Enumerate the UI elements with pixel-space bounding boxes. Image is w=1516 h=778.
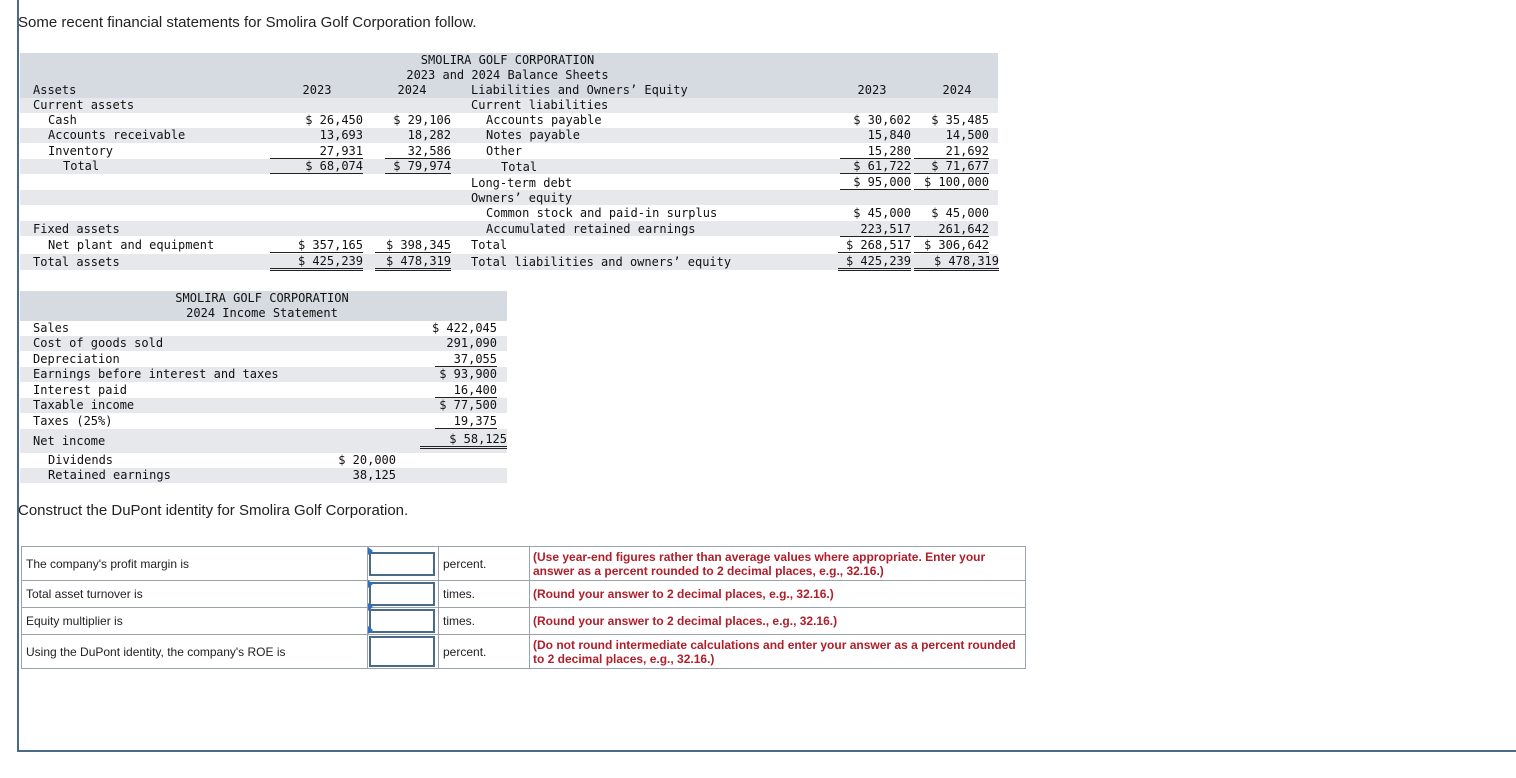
is-retained-label: Retained earnings <box>48 468 171 482</box>
inventory-label: Inventory <box>48 144 114 158</box>
other-2023: 15,280 <box>840 144 911 159</box>
inventory-2023: 27,931 <box>270 144 363 159</box>
unit-label: percent. <box>439 635 530 669</box>
npe-2024: $ 398,345 <box>375 238 451 253</box>
question-label: Equity multiplier is <box>22 608 368 635</box>
bs-year1-right: 2023 <box>857 83 887 97</box>
npe-label: Net plant and equipment <box>48 238 215 252</box>
cash-2024: $ 29,106 <box>393 113 451 127</box>
is-cogs-value: 291,090 <box>446 336 497 350</box>
ar-2024: 18,282 <box>407 128 451 142</box>
bs-year1: 2023 <box>302 83 332 97</box>
answer-row-profit-margin <box>22 547 1026 581</box>
ltd-2023: $ 95,000 <box>840 175 911 190</box>
instruction-note: (Round your answer to 2 decimal places., e.g., 32.16.) <box>530 608 1026 635</box>
re-2024: 261,642 <box>914 222 989 237</box>
equity-multiplier-input[interactable] <box>369 609 435 633</box>
profit-margin-input[interactable] <box>369 552 435 576</box>
is-company-text: SMOLIRA GOLF CORPORATION <box>175 291 349 305</box>
cs-label: Common stock and paid-in surplus <box>486 206 718 220</box>
ca-total-2024: $ 79,974 <box>385 159 451 174</box>
answer-cell <box>368 608 439 635</box>
oe-label: Owners’ equity <box>471 191 573 205</box>
answer-cell <box>368 581 439 608</box>
other-label: Other <box>486 144 523 158</box>
intro-text: Some recent financial statements for Smolira Golf Corporation follow. <box>18 14 477 31</box>
flag-marker-icon <box>368 603 373 611</box>
question-label: Total asset turnover is <box>22 581 368 608</box>
bs-company: SMOLIRA GOLF CORPORATION <box>420 53 595 67</box>
is-net-income-value: $ 58,125 <box>420 432 507 449</box>
instruction-note: (Do not round intermediate calculations and enter your answer as a percent rounded to 2 decimal places, e.g., 32.16.) <box>530 635 1026 669</box>
instruction-note: (Use year-end figures rather than average values where appropriate. Enter your answer as a percent rounded to 2 decimal places, e.g., 32.16.) <box>530 547 1026 581</box>
cs-2024: $ 45,000 <box>931 206 989 220</box>
is-dividends-label: Dividends <box>48 453 114 467</box>
is-dep-label: Depreciation <box>33 352 120 366</box>
is-taxable-label: Taxable income <box>33 398 135 412</box>
np-label: Notes payable <box>486 128 580 142</box>
ca-total-label: Total <box>63 159 100 173</box>
ap-label: Accounts payable <box>486 113 602 127</box>
answer-row-asset-turnover <box>22 581 1026 608</box>
flag-marker-icon <box>368 626 373 634</box>
unit-label: percent. <box>439 547 530 581</box>
oe-total-2024: $ 306,642 <box>914 238 989 253</box>
is-interest-value: 16,400 <box>435 383 497 398</box>
bs-year2-right: 2024 <box>942 83 972 97</box>
bs-title: 2023 and 2024 Balance Sheets <box>406 68 609 82</box>
answer-cell <box>368 635 439 669</box>
tloe-2024: $ 478,319 <box>914 254 999 271</box>
ltd-label: Long-term debt <box>471 176 573 190</box>
is-dep-value: 37,055 <box>435 352 497 367</box>
cash-label: Cash <box>48 113 77 127</box>
current-assets-label: Current assets <box>33 98 135 112</box>
is-net-income-label: Net income <box>33 434 106 448</box>
is-retained-value: 38,125 <box>352 468 396 482</box>
ltd-2024: $ 100,000 <box>914 175 989 190</box>
flag-marker-icon <box>368 547 373 555</box>
ar-2023: 13,693 <box>319 128 363 142</box>
current-liab-label: Current liabilities <box>471 98 609 112</box>
is-interest-label: Interest paid <box>33 383 127 397</box>
npe-2023: $ 357,165 <box>270 238 363 253</box>
oe-total-label: Total <box>471 238 508 252</box>
tloe-label: Total liabilities and owners’ equity <box>471 255 732 269</box>
is-ebit-value: $ 93,900 <box>439 367 497 381</box>
re-2023: 223,517 <box>840 222 911 237</box>
cs-2023: $ 45,000 <box>853 206 911 220</box>
is-sales-value: $ 422,045 <box>431 321 497 335</box>
cl-total-label: Total <box>501 160 538 174</box>
total-assets-label: Total assets <box>33 255 120 269</box>
answer-table <box>21 546 1026 669</box>
asset-turnover-input[interactable] <box>369 582 435 606</box>
answer-cell <box>368 547 439 581</box>
instruction-note: (Round your answer to 2 decimal places, e.g., 32.16.) <box>530 581 1026 608</box>
ca-total-2023: $ 68,074 <box>270 159 363 174</box>
inventory-2024: 32,586 <box>385 144 451 159</box>
answer-row-equity-multiplier <box>22 608 1026 635</box>
is-cogs-label: Cost of goods sold <box>33 336 164 350</box>
is-taxes-value: 19,375 <box>435 414 497 429</box>
answer-row-roe <box>22 635 1026 669</box>
cl-total-2024: $ 71,677 <box>914 159 989 174</box>
is-sales-label: Sales <box>33 321 70 335</box>
ap-2024: $ 35,485 <box>931 113 989 127</box>
np-2024: 14,500 <box>945 128 989 142</box>
is-taxes-label: Taxes (25%) <box>33 414 113 428</box>
np-2023: 15,840 <box>867 128 911 142</box>
total-assets-2024: $ 478,319 <box>375 254 451 271</box>
bs-year2: 2024 <box>397 83 427 97</box>
question-label: The company's profit margin is <box>22 547 368 581</box>
cash-2023: $ 26,450 <box>305 113 363 127</box>
is-ebit-label: Earnings before interest and taxes <box>33 367 279 381</box>
assets-header: Assets <box>33 83 77 97</box>
tloe-2023: $ 425,239 <box>838 254 911 271</box>
oe-total-2023: $ 268,517 <box>838 238 911 253</box>
cl-total-2023: $ 61,722 <box>840 159 911 174</box>
unit-label: times. <box>439 581 530 608</box>
flag-marker-icon <box>368 580 373 588</box>
is-dividends-value: $ 20,000 <box>338 453 396 467</box>
unit-label: times. <box>439 608 530 635</box>
total-assets-2023: $ 425,239 <box>270 254 363 271</box>
liab-header: Liabilities and Owners’ Equity <box>471 83 688 97</box>
question-label: Using the DuPont identity, the company's ROE is <box>22 635 368 669</box>
is-taxable-value: $ 77,500 <box>439 398 497 412</box>
question-prompt: Construct the DuPont identity for Smolira Golf Corporation. <box>18 502 409 519</box>
is-title: 2024 Income Statement <box>186 306 338 320</box>
ar-label: Accounts receivable <box>48 128 186 142</box>
ap-2023: $ 30,602 <box>853 113 911 127</box>
roe-input[interactable] <box>369 636 435 667</box>
fixed-assets-label: Fixed assets <box>33 222 120 236</box>
other-2024: 21,692 <box>914 144 989 159</box>
re-label: Accumulated retained earnings <box>486 222 696 236</box>
